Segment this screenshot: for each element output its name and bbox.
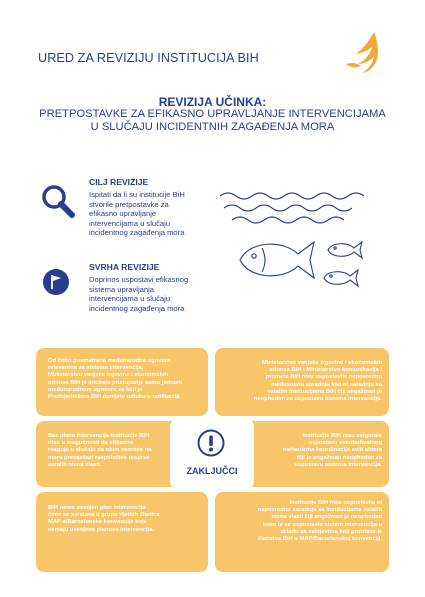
conclusion-line: neophodan za uspostavu sistema intervencija. — [253, 396, 382, 403]
purpose-line: Doprinos uspostavi efikasnog — [89, 275, 189, 284]
purpose-line: intervencijama u slučaju — [89, 294, 171, 304]
goal-line: incidentnog zagađenja mora — [89, 228, 185, 238]
conclusion-line: skladu sa zahtjevima koji proizlaze iz — [280, 528, 382, 535]
conclusion-line: odnosa BiH je iniciralo pristupanje samo jednom — [48, 379, 183, 386]
conclusion-line: mehanizma koordinacije svih aktera — [282, 447, 382, 454]
conclusion-text-top-left — [48, 358, 208, 401]
conclusion-line: relevantna za sisteme intervencija, — [48, 365, 144, 372]
conclusion-line: ostalim institucijama BiH čiji angažman je — [266, 388, 382, 395]
conclusion-line: Institucije BiH nisu osigurale — [302, 433, 382, 439]
office-title: URED ZA REVIZIJU INSTITUCIJA BIH — [38, 51, 259, 65]
winged-emblem-logo — [342, 30, 382, 80]
goal-line: intervencijama u slučaju — [89, 218, 171, 228]
conclusion-line: uspostavu sveobuhvatnog — [308, 440, 382, 447]
magnifier-icon — [40, 183, 76, 219]
conclusion-line: MAP-a/Barselonske konvencije koje — [48, 519, 147, 526]
report-title-line1: PRETPOSTAVKE ZA EFIKASNO UPRAVLJANJE INTERVENCIJAMA — [39, 108, 386, 120]
conclusion-line: kako bi se uspostavio sistem intervencija u — [262, 521, 382, 528]
conclusion-line: Od četiri posmatrana međunarodna ugovora — [48, 358, 171, 364]
sea-waves-and-fish-icon — [210, 188, 380, 298]
conclusion-text-bottom-left — [48, 505, 198, 534]
conclusion-line: uspostavu sistema intervencija. — [294, 461, 382, 468]
conclusion-line: Bez plana intervencija institucije BiH — [48, 433, 150, 439]
conclusion-text-top-right — [232, 360, 382, 403]
conclusion-line: Ministarstvo vanjske trgovine i ekonomskih — [48, 372, 169, 379]
purpose-title: SVRHA REVIZIJE — [89, 262, 160, 272]
conclusion-line: ostalih nivoa vlasti. — [48, 461, 102, 468]
conclusion-line: prometa BiH nisu uspostavile neposrednu — [265, 374, 382, 381]
goal-line: Ispitati da li su institucije BiH — [89, 190, 185, 199]
conclusion-text-bottom-right — [228, 500, 382, 543]
purpose-line: incidentnog zagađenja mora — [89, 303, 185, 313]
conclusion-line: odnosa BiH i Ministarstvo komunikacija i — [269, 367, 382, 374]
conclusion-line: BiH nema usvojen plan intervencija — [48, 505, 146, 511]
flag-icon — [42, 268, 70, 296]
conclusion-line: Institucije BiH nisu uspostavile ni — [289, 500, 382, 506]
conclusion-line: nemaju usvojene planove intervencija. — [48, 526, 154, 533]
conclusion-text-mid-right — [258, 433, 382, 469]
conclusion-line: čiji je angažman neophodan za — [296, 454, 382, 461]
conclusion-line: Predsjedništvo BiH donijelo odluku o ratifikaciji. — [48, 394, 182, 401]
conclusion-line: nisu u mogućnosti da efikasno — [48, 440, 134, 447]
conclusion-line: reaguju u slučaju da obim nesreće na — [48, 447, 152, 454]
conclusions-label: ZAKLJUČCI — [186, 466, 238, 476]
conclusion-line: neposrednu saradnju sa institucijama ostalih — [257, 507, 382, 514]
goal-line: efikasno upravljanje — [89, 209, 157, 219]
conclusion-line: moru prevazilazi raspoložive resurse — [48, 454, 150, 461]
conclusion-line: Ministarstvo vanjske trgovine i ekonomskih — [261, 360, 382, 366]
report-title-line2: U SLUČAJU INCIDENTNIH ZAGAĐENJA MORA — [90, 121, 335, 133]
report-heading: REVIZIJA UČINKA: — [158, 95, 267, 109]
purpose-body — [89, 275, 229, 313]
purpose-line: sistema upravljanja — [89, 284, 154, 294]
conclusion-line: međusobnu saradnju kao ni saradnju sa — [271, 381, 382, 388]
goal-title: CILJ REVIZIJE — [89, 177, 149, 187]
conclusion-line: čime se svrstava u grupu rijetkih članica — [48, 512, 160, 519]
exclamation-icon — [197, 429, 225, 457]
conclusion-text-mid-left — [48, 433, 168, 469]
goal-line: stvorile pretpostavke za — [89, 199, 169, 209]
goal-body — [89, 190, 229, 238]
conclusion-line: međunarodnom ugovoru za koji je — [48, 386, 143, 393]
conclusion-line: nivoa vlasti čiji angažman je neophodan — [271, 514, 382, 521]
conclusion-line: članstva BiH u MAP/Barselonskoj konvenciji. — [257, 536, 382, 543]
